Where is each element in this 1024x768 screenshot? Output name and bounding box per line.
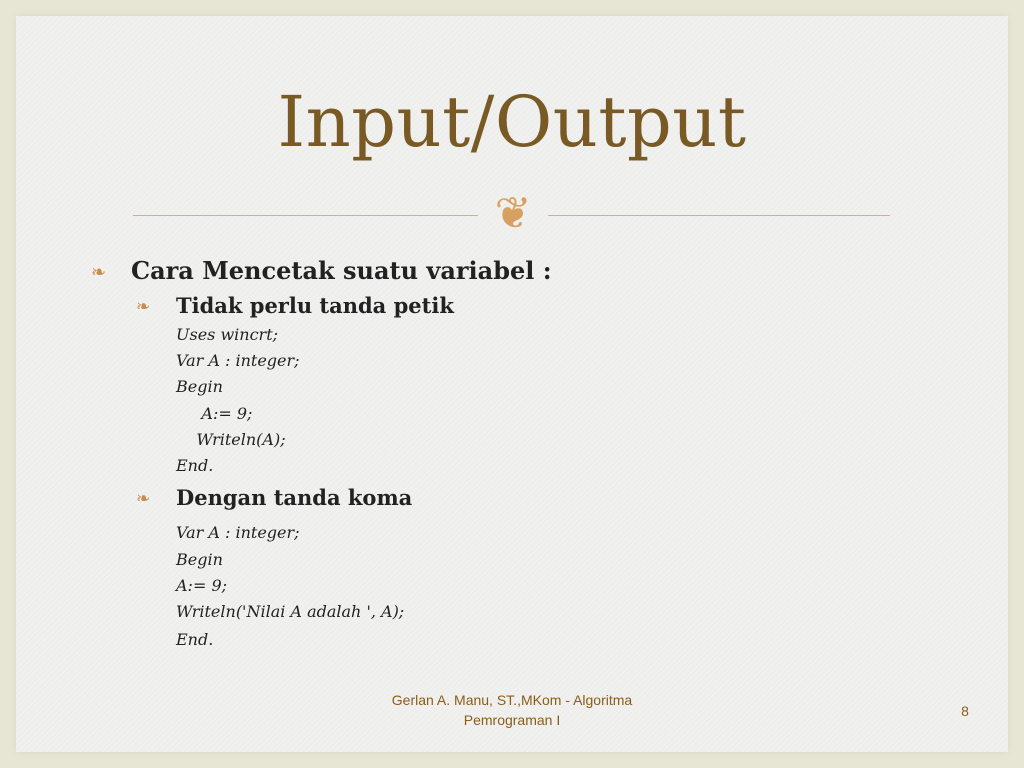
footer-line-2: Pemrograman I [463,712,561,728]
slide-title: Input/Output [277,81,747,163]
code-line: End. [176,630,214,649]
code-line: A:= 9; [176,576,228,595]
slide-footer [352,690,672,730]
sub-bullet-item: Tidak perlu tanda petik [176,293,454,318]
sub-bullet-icon: ❧ [136,489,151,509]
page-number: 8 [961,703,969,719]
code-line: Var A : integer; [176,351,300,370]
code-line: Writeln(A); [176,430,286,449]
code-line: Begin [176,377,223,396]
code-line: Var A : integer; [176,523,300,542]
code-line: A:= 9; [176,404,253,423]
code-line: Begin [176,550,223,569]
code-line: Writeln('Nilai A adalah ', A); [176,602,405,621]
footer-line-1: Gerlan A. Manu, ST.,MKom - Algoritma [391,692,633,708]
bullet-icon: ❧ [91,262,107,283]
sub-bullet-item: Dengan tanda koma [176,485,413,510]
title-divider-left [133,215,478,216]
code-line: End. [176,456,214,475]
ornament-icon: ❦ [494,188,532,239]
title-divider-right [548,215,890,216]
code-line: Uses wincrt; [176,325,279,344]
sub-bullet-icon: ❧ [136,297,151,317]
bullet-item: Cara Mencetak suatu variabel : [131,256,552,285]
